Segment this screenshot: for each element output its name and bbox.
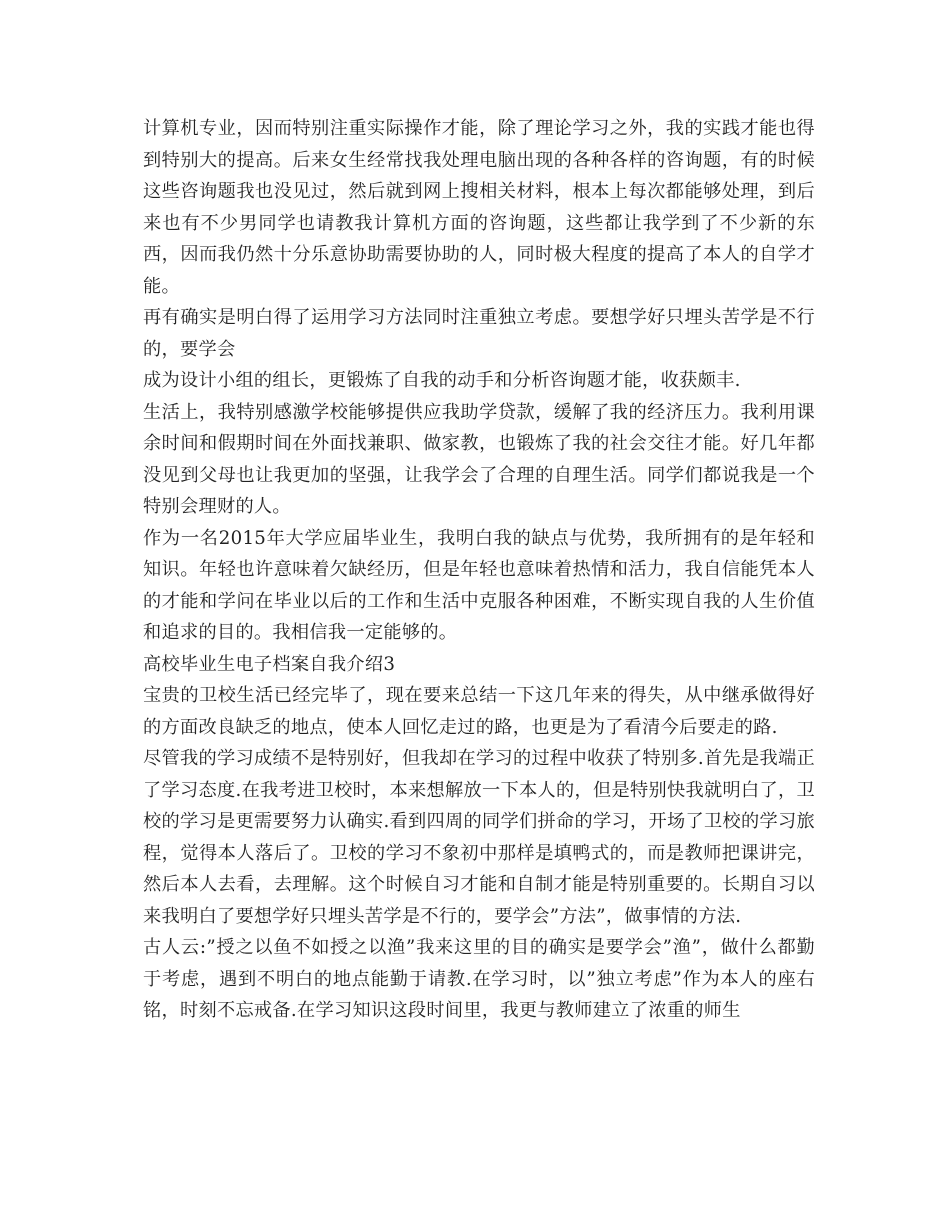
paragraph-7: 尽管我的学习成绩不是特别好，但我却在学习的过程中收获了特别多.首先是我端正了学习态度.在我考进卫校时，本来想解放一下本人的，但是特别快我就明白了，卫校的学习是更需要努力认确实.看到四周的同学们拼命的学习，开场了卫校的学习旅程，觉得本人落后了。卫校的学习不象初中那样是填鸭式的，而是教师把课讲完，然后本人去看，去理解。这个时候自习才能和自制才能是特别重要的。长期自习以来我明白了要想学好只埋头苦学是不行的，要学会”方法”，做事情的方法.	[143, 748, 815, 927]
section-heading: 高校毕业生电子档案自我介绍3	[143, 653, 396, 675]
document-body	[143, 113, 815, 1027]
paragraph-8: 古人云:”授之以鱼不如授之以渔”我来这里的目的确实是要学会”渔”，做什么都勤于考虑，遇到不明白的地点能勤于请教.在学习时，以”独立考虑”作为本人的座右铭，时刻不忘戒备.在学习知识这段时间里，我更与教师建立了浓重的师生	[143, 937, 815, 1021]
paragraph-5: 作为一名2015年大学应届毕业生，我明白我的缺点与优势，我所拥有的是年轻和知识。年轻也许意味着欠缺经历，但是年轻也意味着热情和活力，我自信能凭本人的才能和学问在毕业以后的工作和生活中克服各种困难，不断实现自我的人生价值和追求的目的。我相信我一定能够的。	[143, 527, 815, 643]
paragraph-4: 生活上，我特别感激学校能够提供应我助学贷款，缓解了我的经济压力。我利用课余时间和假期时间在外面找兼职、做家教，也锻炼了我的社会交往才能。好几年都没见到父母也让我更加的坚强，让我学会了合理的自理生活。同学们都说我是一个特别会理财的人。	[143, 401, 815, 517]
paragraph-3: 成为设计小组的组长，更锻炼了自我的动手和分析咨询题才能，收获颇丰.	[143, 370, 741, 391]
paragraph-2: 再有确实是明白得了运用学习方法同时注重独立考虑。要想学好只埋头苦学是不行的，要学会	[143, 307, 815, 360]
paragraph-1: 计算机专业，因而特别注重实际操作才能，除了理论学习之外，我的实践才能也得到特别大的提高。后来女生经常找我处理电脑出现的各种各样的咨询题，有的时候这些咨询题我也没见过，然后就到网上搜相关材料，根本上每次都能够处理，到后来也有不少男同学也请教我计算机方面的咨询题，这些都让我学到了不少新的东西，因而我仍然十分乐意协助需要协助的人，同时极大程度的提高了本人的自学才能。	[143, 118, 815, 297]
paragraph-6: 宝贵的卫校生活已经完毕了，现在要来总结一下这几年来的得失，从中继承做得好的方面改良缺乏的地点，使本人回忆走过的路，也更是为了看清今后要走的路.	[143, 685, 815, 738]
